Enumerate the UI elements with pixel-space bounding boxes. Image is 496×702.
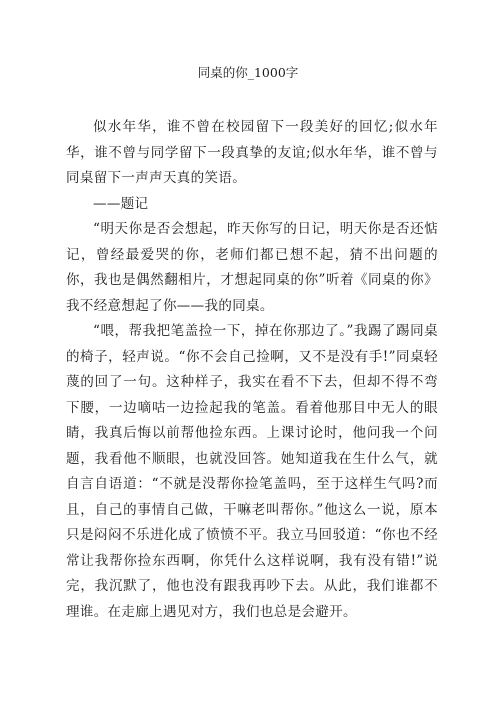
document-title: 同桌的你_1000字 [197, 65, 299, 80]
paragraph-intro: 似水年华，谁不曾在校园留下一段美好的回忆;似水年华，谁不曾与同学留下一段真挚的友谊;似水年华，谁不曾与同桌留下一声声天真的笑语。 [66, 119, 438, 186]
paragraph-epigraph: ——题记 [93, 195, 149, 212]
paragraph-story: “喂，帮我把笔盖捡一下，掉在你那边了。”我踢了踢同桌的椅子，轻声说。“你不会自己捡啊，又不是没有手!”同桌轻蔑的回了一句。这种样子，我实在看不下去，但却不得不弯下腰，一边嘀咕一边捡起我的笔盖。看着他那目中无人的眼睛，我真后悔以前帮他捡东西。上课讨论时，他问我一个问题，我看他不顺眼，也就没回答。她知道我在生什么气，就自言自语道：“不就是没帮你捡笔盖吗，至于这样生气吗?而且，自己的事情自己做，干嘛老叫帮你。”他这么一说，原本只是闷闷不乐进化成了愤愤不平。我立马回驳道：“你也不经常让我帮你捡东西啊，你凭什么这样说啊，我有没有错!”说完，我沉默了，他也没有跟我再吵下去。从此，我们谁都不理谁。在走廊上遇见对方，我们也总是会避开。 [66, 323, 438, 620]
paragraph-song-lyrics: “明天你是否会想起，昨天你写的日记，明天你是否还惦记，曾经最爱哭的你，老师们都已想不起，猜不出问题的你，我也是偶然翻相片，才想起同桌的你”听着《同桌的你》我不经意想起了你——我的同桌。 [66, 221, 438, 314]
document-body [66, 115, 438, 625]
